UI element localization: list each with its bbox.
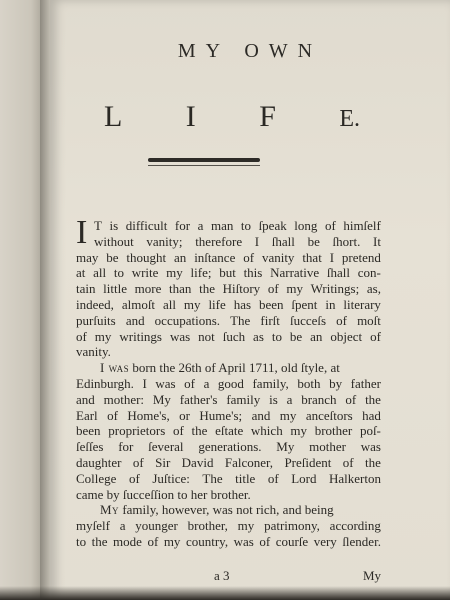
word: and: [125, 312, 145, 328]
word: little: [103, 281, 127, 297]
word: of: [259, 533, 271, 549]
word: purſuits: [76, 312, 116, 328]
word: ſeveral: [148, 439, 184, 455]
word: life;: [190, 265, 212, 281]
word: brother,: [187, 518, 228, 534]
word: tain: [76, 281, 96, 297]
word: this: [243, 265, 263, 281]
word: was: [360, 439, 381, 455]
word: literary: [343, 296, 381, 312]
word: to: [271, 328, 282, 344]
paragraph-lead: My: [100, 502, 120, 518]
text-line: [76, 392, 381, 408]
word: ſhall: [271, 233, 295, 249]
text-line: [76, 534, 381, 550]
word: of: [267, 281, 279, 297]
word: ſucceſs: [289, 312, 327, 328]
word: my: [290, 423, 308, 439]
word: was: [169, 328, 191, 344]
heading-letter: I: [185, 100, 196, 133]
word: more: [134, 281, 162, 297]
word: which: [250, 423, 283, 439]
word: at: [76, 265, 86, 281]
word: may: [76, 249, 99, 265]
word: Lord: [291, 470, 317, 486]
word: therefore: [195, 233, 243, 249]
word: Juſtice:: [152, 470, 190, 486]
heading-my-own: MY OWN: [177, 40, 323, 62]
word: daughter: [76, 454, 122, 470]
facing-page-edge: [0, 0, 44, 600]
word: be: [307, 233, 320, 249]
word: himſelf: [343, 218, 381, 233]
word: I: [329, 249, 335, 265]
text-line: [76, 218, 381, 234]
word: the: [91, 533, 108, 549]
word: ſeſſes: [76, 439, 104, 455]
word: without: [94, 233, 134, 249]
text-line: [76, 281, 381, 297]
word: to: [76, 533, 87, 549]
word: an: [310, 328, 323, 344]
word: Hiſtory: [222, 281, 261, 297]
word: eſtate: [215, 423, 244, 439]
word: I: [254, 233, 260, 249]
word: had: [362, 407, 381, 423]
word: in: [325, 296, 336, 312]
word: courſe: [275, 533, 309, 549]
text-line: [76, 234, 381, 250]
word: as: [253, 328, 264, 344]
text-line: [76, 439, 381, 455]
word: life: [208, 296, 226, 312]
text-line: [76, 455, 381, 471]
word: ſhall: [326, 265, 351, 281]
word: good: [217, 375, 244, 391]
word: pretend: [341, 249, 381, 265]
heading-letter: F: [259, 100, 276, 133]
word: ſlender.: [342, 533, 381, 549]
word: was: [155, 375, 176, 391]
word: been: [258, 296, 284, 312]
word: mode: [113, 533, 142, 549]
word: branch: [301, 391, 337, 407]
word: College: [76, 470, 117, 486]
word: of: [336, 312, 347, 328]
word: my: [163, 533, 181, 549]
word: the: [199, 281, 215, 297]
word: The: [202, 470, 223, 486]
word: be: [106, 249, 119, 265]
word: occupations.: [154, 312, 221, 328]
word: title: [235, 470, 256, 486]
drop-cap: I: [76, 214, 88, 251]
word: It: [373, 233, 381, 249]
word: Preſident: [284, 454, 332, 470]
word: be: [289, 328, 303, 344]
word: of: [172, 423, 184, 439]
word: of: [107, 407, 118, 423]
word: ſuch: [222, 328, 246, 344]
text-line: [76, 329, 381, 345]
word: My: [276, 439, 295, 455]
word: than: [169, 281, 192, 297]
word: mother: [309, 439, 346, 455]
word: of: [243, 249, 255, 265]
word: writings: [119, 328, 162, 344]
word: write: [131, 265, 159, 281]
word: ſpent: [291, 296, 318, 312]
word: of: [132, 454, 144, 470]
word: generations.: [198, 439, 262, 455]
word: of: [128, 470, 140, 486]
word: ſhort.: [332, 233, 361, 249]
word: of: [345, 391, 357, 407]
word: of: [267, 470, 279, 486]
word: family,: [252, 375, 289, 391]
word: Falconer,: [224, 454, 274, 470]
text-line: [76, 471, 381, 487]
word: father's: [179, 391, 218, 407]
word: all: [162, 296, 176, 312]
word: Hume's;: [199, 407, 243, 423]
word: firſt: [260, 312, 280, 328]
word: inſtance: [194, 249, 236, 265]
word: Narrative: [270, 265, 320, 281]
word: long: [294, 218, 318, 233]
word: has: [233, 296, 252, 312]
text-line: [76, 518, 381, 534]
word: my: [237, 518, 255, 534]
text-line: [76, 297, 381, 313]
heading-letter: E.: [339, 106, 360, 132]
text-line: [76, 265, 381, 281]
paragraph-lead: I was: [100, 360, 130, 376]
text-line: vanity.: [76, 344, 111, 360]
word: but: [219, 265, 236, 281]
word: poſ-: [359, 423, 381, 439]
word: brother: [314, 423, 353, 439]
word: is: [109, 218, 119, 233]
word: moſt: [357, 312, 381, 328]
word: according: [329, 518, 381, 534]
text-line: [76, 502, 381, 518]
word: the: [191, 423, 208, 439]
word: for: [174, 218, 191, 233]
heading-life: [104, 100, 360, 134]
word: T: [94, 218, 102, 233]
signature-mark: a 3: [214, 568, 230, 583]
word: vanity;: [146, 233, 183, 249]
word: ſpeak: [258, 218, 287, 233]
word: of: [342, 454, 354, 470]
heading-letter: L: [104, 100, 123, 133]
word: for: [118, 439, 134, 455]
word: a: [119, 518, 126, 534]
word: of: [324, 218, 336, 233]
word: my: [166, 265, 183, 281]
word: to: [240, 218, 252, 233]
word: a: [286, 391, 293, 407]
word: My: [152, 391, 171, 407]
text-line-rest: born the 26th of April 1711, old ſtyle, at: [129, 360, 340, 376]
text-line-rest: family, however, was not rich, and being: [119, 502, 334, 518]
word: is: [269, 391, 278, 407]
word: of: [147, 533, 159, 549]
word: that: [302, 249, 322, 265]
word: myſelf: [76, 518, 110, 534]
word: Halkerton: [329, 470, 381, 486]
word: David: [181, 454, 214, 470]
word: con-: [357, 265, 381, 281]
word: and: [251, 407, 271, 423]
word: very: [313, 533, 337, 549]
text-line: [76, 408, 381, 424]
ornamental-rule: [148, 158, 260, 162]
word: a: [203, 375, 210, 391]
word: by: [329, 375, 343, 391]
word: was: [233, 533, 254, 549]
text-line: [76, 250, 381, 266]
word: anceſtors: [305, 407, 353, 423]
body-text: [76, 214, 381, 550]
word: object: [330, 328, 363, 344]
word: an: [174, 249, 187, 265]
word: Earl: [76, 407, 98, 423]
page-shadow: [0, 586, 450, 600]
word: my: [94, 328, 112, 344]
word: younger: [135, 518, 178, 534]
word: the: [365, 391, 381, 407]
word: my: [183, 296, 201, 312]
word: all: [93, 265, 107, 281]
word: thought: [126, 249, 167, 265]
text-line: [76, 423, 381, 439]
word: vanity: [261, 249, 295, 265]
word: country,: [185, 533, 229, 549]
word: patrimony,: [264, 518, 320, 534]
text-line: [76, 360, 381, 376]
word: of: [76, 328, 87, 344]
word: Writings;: [310, 281, 360, 297]
word: Sir: [155, 454, 171, 470]
page-footer: [76, 568, 381, 584]
word: the: [365, 454, 381, 470]
word: both: [297, 375, 321, 391]
word: my: [286, 281, 303, 297]
text-line: [76, 313, 381, 329]
word: almoſt: [121, 296, 156, 312]
text-line: came by ſucceſſion to her brother.: [76, 486, 251, 502]
word: indeed,: [76, 296, 114, 312]
ornamental-rule-underline: [148, 165, 260, 166]
word: and: [76, 391, 95, 407]
text-line: [76, 376, 381, 392]
word: mother:: [103, 391, 145, 407]
word: a: [197, 218, 204, 233]
word: man: [210, 218, 234, 233]
word: not: [198, 328, 215, 344]
word: I: [142, 375, 147, 391]
word: The: [230, 312, 251, 328]
word: my: [279, 407, 297, 423]
catchword: My: [362, 568, 381, 583]
word: father: [350, 375, 381, 391]
word: Edinburgh.: [76, 375, 134, 391]
word: to: [113, 265, 124, 281]
word: as,: [366, 281, 381, 297]
word: of: [184, 375, 195, 391]
word: been: [76, 423, 101, 439]
word: difficult: [125, 218, 168, 233]
word: proprietors: [108, 423, 166, 439]
word: or: [179, 407, 190, 423]
word: Home's,: [127, 407, 170, 423]
word: family: [226, 391, 261, 407]
word: of: [370, 328, 381, 344]
